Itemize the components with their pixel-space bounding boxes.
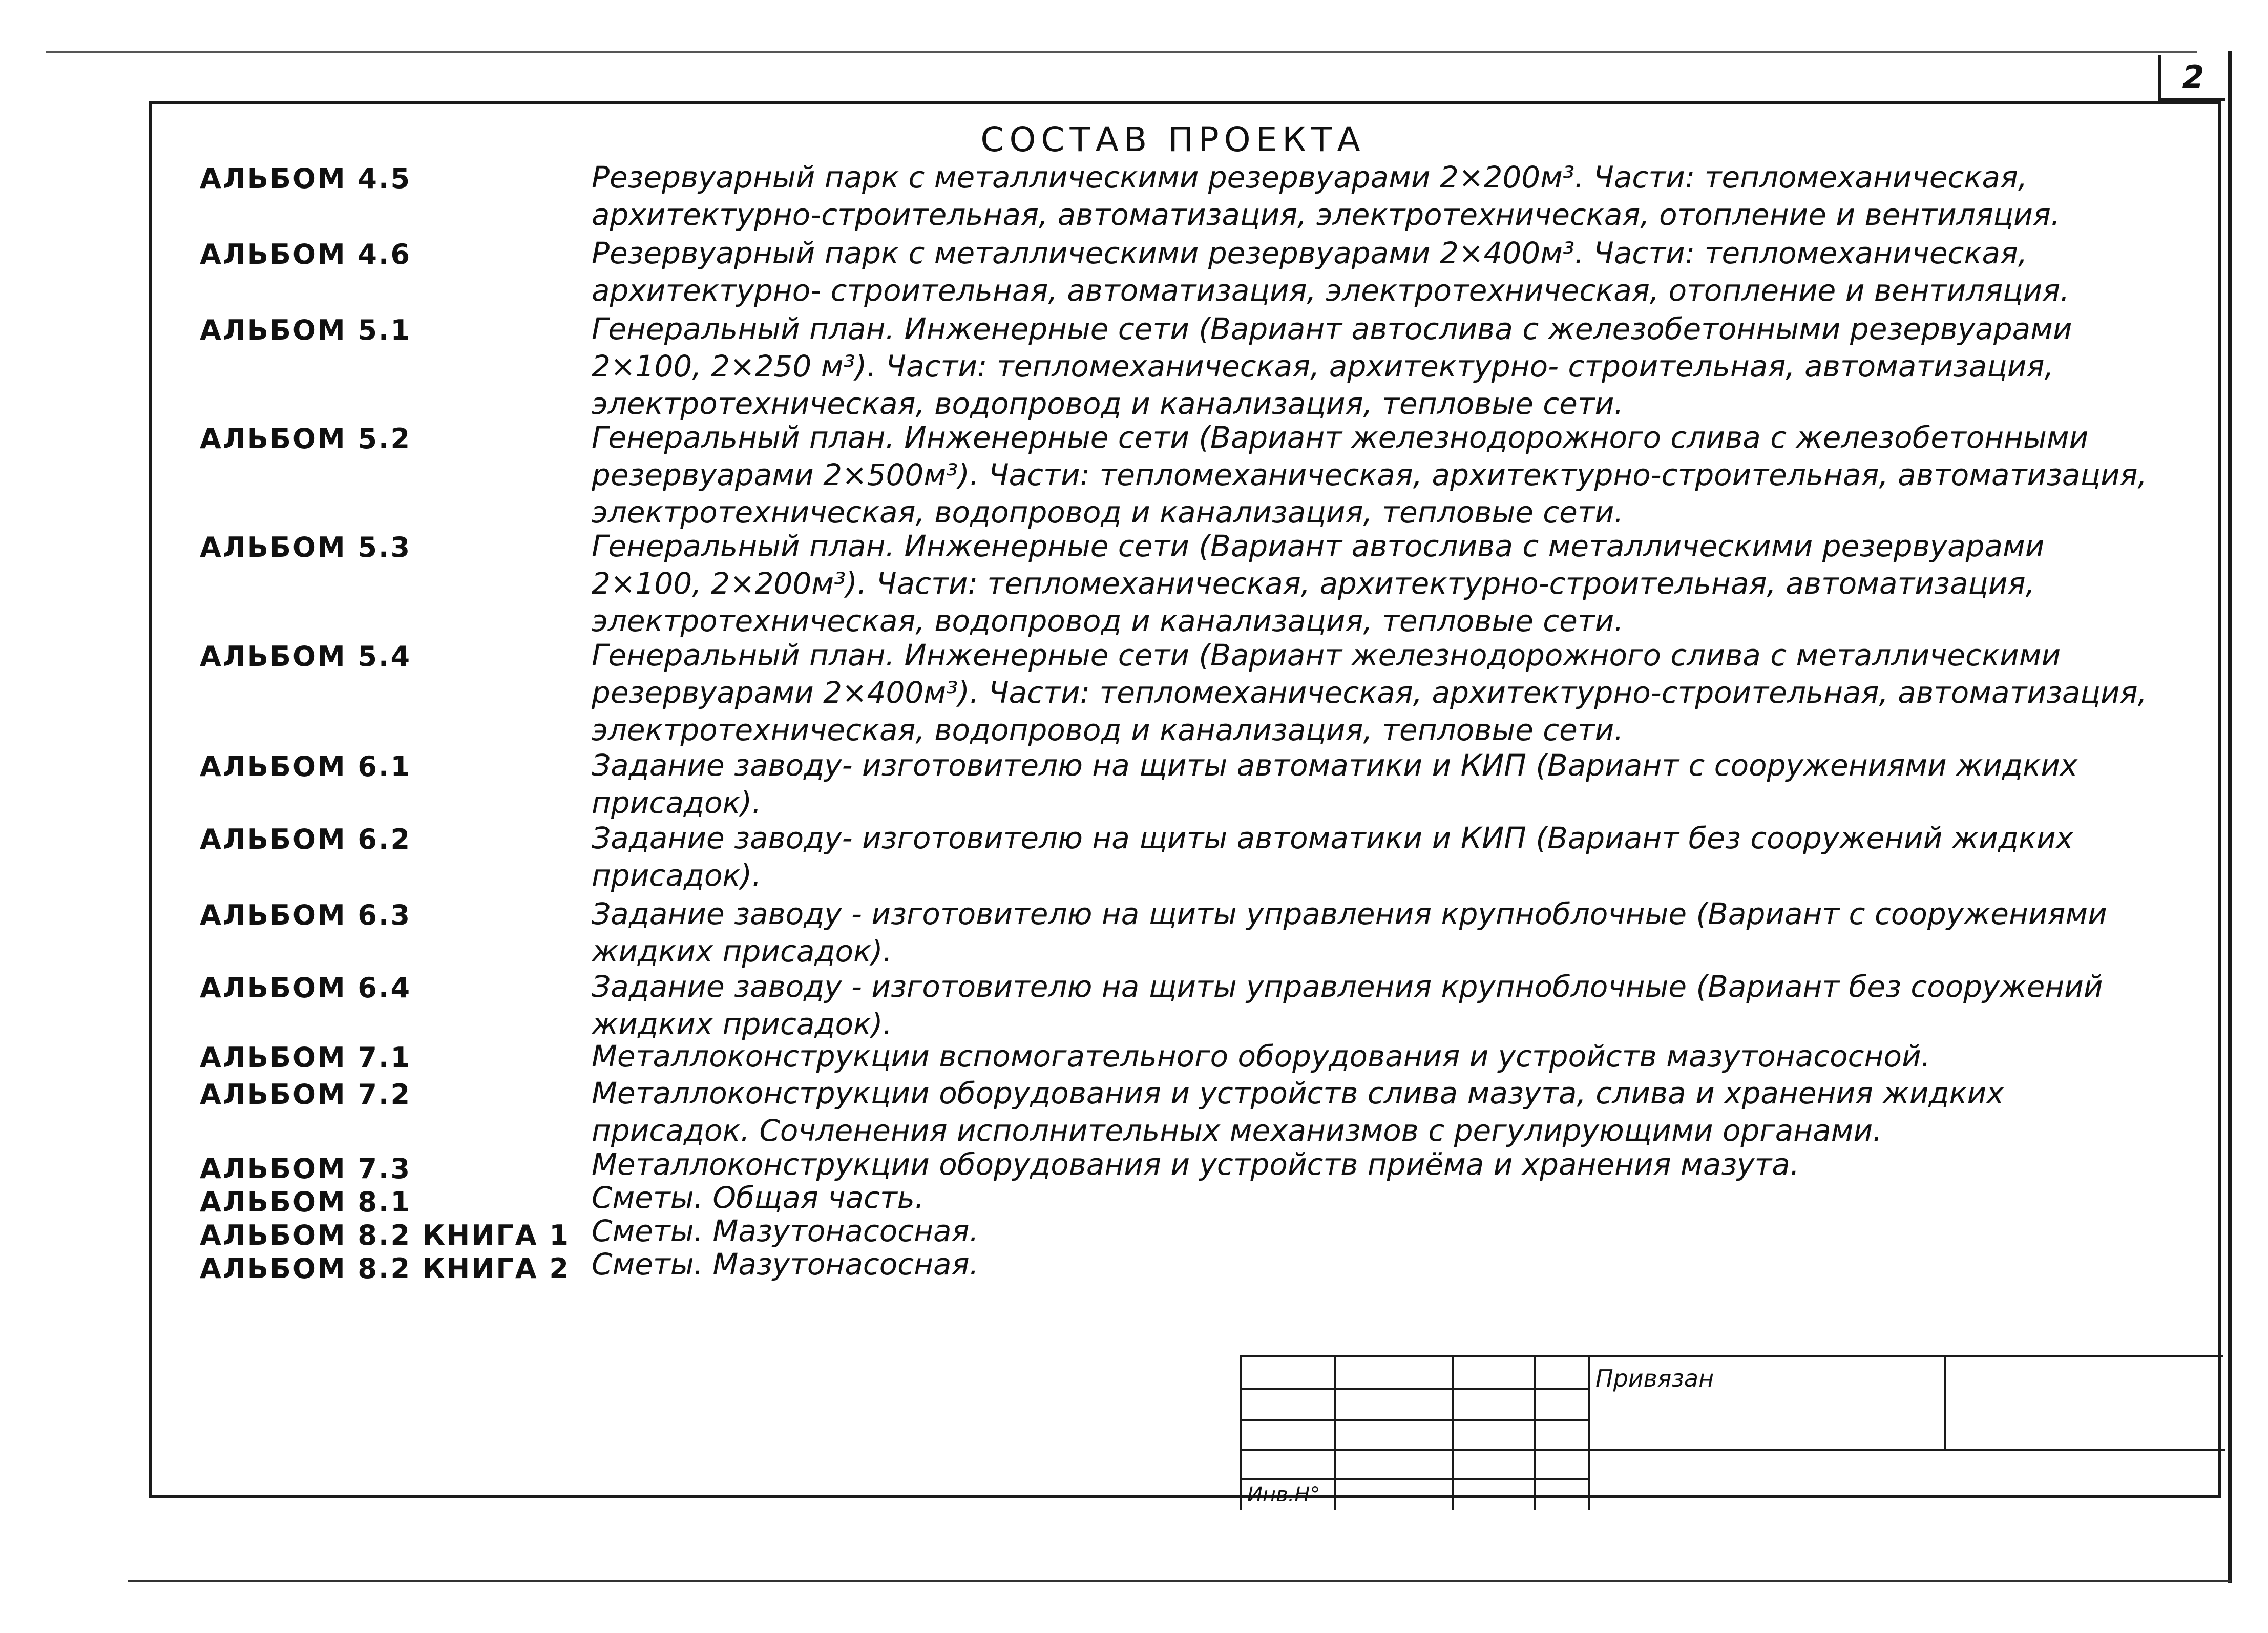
- album-label: АЛЬБОМ 5.2: [200, 423, 412, 455]
- album-description: Резервуарный парк с металлическими резервуарами 2×400м³. Части: тепломеханическая, архитектурно- строительная, автоматизация, электротехническая, отопление и вентиляция.: [592, 236, 2070, 308]
- album-label: АЛЬБОМ 8.2 КНИГА 1: [200, 1219, 570, 1251]
- album-description: Генеральный план. Инженерные сети (Вариант железнодорожного слива с железобетонными резервуарами 2×500м³). Части: тепломеханическая, архитектурно-строительная, автоматизация, электротехническая, водопровод и канализация, тепловые сети.: [592, 420, 2147, 530]
- album-label: АЛЬБОМ 6.1: [200, 750, 412, 783]
- album-label: АЛЬБОМ 6.4: [200, 972, 412, 1004]
- album-description: Генеральный план. Инженерные сети (Вариант автослива с железобетонными резервуарами 2×100, 2×250 м³). Части: тепломеханическая, архитектурно- строительная, автоматизация, электротехническая, водопровод и канализация, тепловые сети.: [592, 311, 2072, 421]
- stamp-col-line: [1588, 1357, 1590, 1510]
- album-description: Металлоконструкции вспомогательного оборудования и устройств мазутонасосной.: [592, 1039, 1931, 1074]
- outer-top-line: [46, 51, 2197, 53]
- album-label: АЛЬБОМ 5.4: [200, 640, 412, 673]
- album-description: Задание заводу - изготовителю на щиты управления крупноблочные (Вариант с сооружениями жидких присадок).: [592, 896, 2107, 969]
- album-label: АЛЬБОМ 6.3: [200, 899, 412, 931]
- album-label: АЛЬБОМ 4.6: [200, 238, 412, 270]
- album-description: Генеральный план. Инженерные сети (Вариант автослива с металлическими резервуарами 2×100, 2×200м³). Части: тепломеханическая, архитектурно-строительная, автоматизация, электротехническая, водопровод и канализация, тепловые сети.: [592, 529, 2045, 638]
- album-label: АЛЬБОМ 7.3: [200, 1153, 412, 1185]
- album-label: АЛЬБОМ 7.2: [200, 1078, 412, 1111]
- stamp-col-line: [1334, 1357, 1336, 1510]
- outer-right-line: [2228, 51, 2232, 1583]
- album-description: Металлоконструкции оборудования и устройств приёма и хранения мазута.: [592, 1147, 1800, 1182]
- album-label: АЛЬБОМ 5.3: [200, 531, 412, 563]
- album-label: АЛЬБОМ 7.1: [200, 1041, 412, 1074]
- album-description: Резервуарный парк с металлическими резервуарами 2×200м³. Части: тепломеханическая, архитектурно-строительная, автоматизация, электротехническая, отопление и вентиляция.: [592, 160, 2061, 232]
- album-description: Задание заводу- изготовителю на щиты автоматики и КИП (Вариант с сооружениями жидких присадок).: [592, 748, 2078, 820]
- outer-bottom-line: [128, 1580, 2231, 1582]
- album-label: АЛЬБОМ 4.5: [200, 162, 412, 195]
- stamp-inv-label: Инв.Н°: [1247, 1483, 1320, 1506]
- album-description: Сметы. Мазутонасосная.: [592, 1213, 979, 1248]
- stamp-col-line: [1452, 1357, 1454, 1510]
- album-description: Сметы. Общая часть.: [592, 1180, 925, 1215]
- page-number: 2: [2158, 55, 2225, 101]
- album-description: Задание заводу- изготовителю на щиты автоматики и КИП (Вариант без сооружений жидких присадок).: [592, 821, 2073, 893]
- album-label: АЛЬБОМ 6.2: [200, 823, 412, 855]
- album-description: Сметы. Мазутонасосная.: [592, 1247, 979, 1282]
- album-label: АЛЬБОМ 8.2 КНИГА 2: [200, 1252, 570, 1285]
- album-description: Генеральный план. Инженерные сети (Вариант железнодорожного слива с металлическими резервуарами 2×400м³). Части: тепломеханическая, архитектурно-строительная, автоматизация, электротехническая, водопровод и канализация, тепловые сети.: [592, 638, 2147, 747]
- page-title: СОСТАВ ПРОЕКТА: [980, 120, 1366, 159]
- stamp-linked-label: Привязан: [1595, 1365, 1714, 1392]
- stamp-row-line: [1242, 1449, 2225, 1451]
- stamp-col-line: [1534, 1357, 1536, 1510]
- album-label: АЛЬБОМ 5.1: [200, 314, 412, 346]
- album-description: Металлоконструкции оборудования и устройств слива мазута, слива и хранения жидких присадок. Сочленения исполнительных механизмов с регулирующими органами.: [592, 1076, 2004, 1148]
- stamp-block: [1240, 1355, 2223, 1510]
- album-description: Задание заводу - изготовителю на щиты управления крупноблочные (Вариант без сооружений жидких присадок).: [592, 969, 2103, 1041]
- stamp-col-line: [1944, 1357, 1946, 1449]
- album-label: АЛЬБОМ 8.1: [200, 1186, 412, 1218]
